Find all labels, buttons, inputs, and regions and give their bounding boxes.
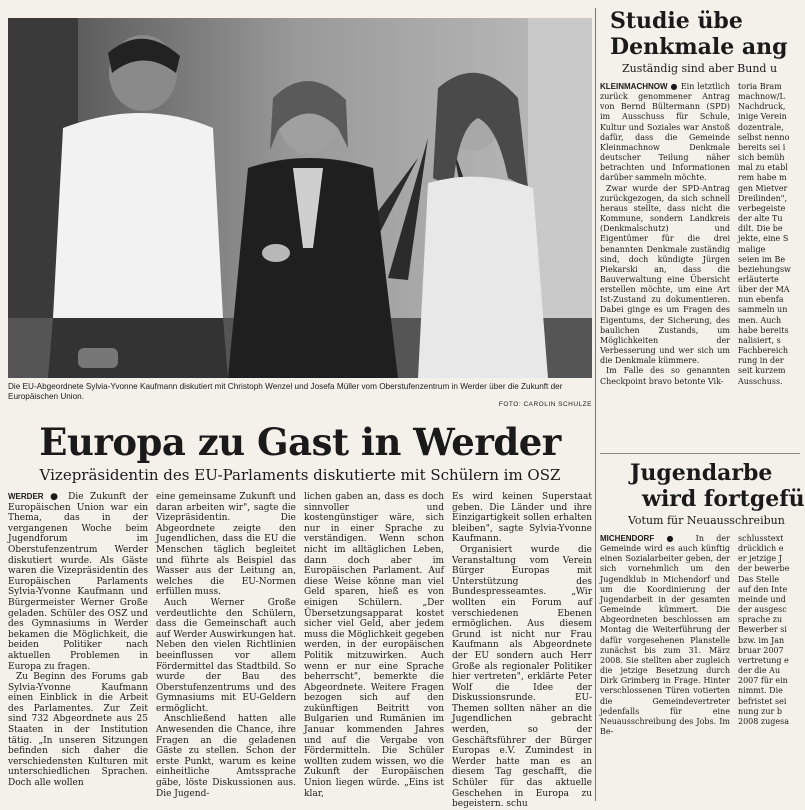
- article-column-3: [304, 492, 444, 801]
- paragraph: eine gemeinsame Zukunft und daran arbeiten wir", sagte die Vizepräsidentin. Die Abgeordnete zeigte den Jugendlichen, dass die EU die Menschen täglich begleitet und führte als Beispiel das Wasser aus der Leitung an, welches die EU-Normen erfüllen muss.: [156, 492, 296, 598]
- text-line: malige: [738, 244, 766, 254]
- text-line: sprache zu: [738, 615, 783, 625]
- text-line: er jetzige J: [738, 554, 782, 564]
- text-line: der bewerbe: [738, 564, 790, 574]
- text-line: men. Auch: [738, 315, 782, 325]
- text-line: nalisiert, s: [738, 335, 781, 345]
- text-line: Nachdruck,: [738, 102, 786, 112]
- paragraph: Anschließend hatten alle Anwesenden die Chance, ihre Fragen an die geladenen Gäste zu stellen. Schon der erste Punkt, warum es keine einheitliche Amtssprache gäbe, löste Diskussionen aus. Die Jugend-: [156, 714, 296, 799]
- paragraph: Auch Werner Große verdeutlichte den Schülern, dass die Gemeinschaft auch auf Werder Auswirkungen hat. Neben den vielen Richtlinien beeinflussen vor allem Fördermittel das Stadtbild. So wurde der Bau des Oberstufenzentrums und des Gymnasiums mit EU-Geldern ermöglicht.: [156, 597, 296, 714]
- paragraph: Zwar wurde der SPD-Antrag zurückgezogen, da sich schnell heraus stellte, dass nicht die Kommune, sondern Landkreis (Denkmalschutz) und Eigentümer für die drei benannten Denkmale zuständig sind, doch kündigte Jürgen Piekarski an, dass die Bauverwaltung eine Übersicht erstellen möchte, um eine Art Ist-Zustand zu dokumentieren. Dabei ginge es um Fragen des Eigentums, der Sicherung, des baulichen Zustands, um Möglichkeiten der Verbesserung und wer sich um die Denkmale kümmere.: [600, 183, 730, 366]
- article-column-2: [738, 534, 800, 794]
- paragraph: WERDER ● Die Zukunft der Europäischen Union war ein Thema, das in der vergangenen Woche beim Jugendforum im Oberstufenzentrum Werder diskutiert wurde. Als Gäste waren die Vizepräsidentin des Europäischen Parlaments Sylvia-Yvonne Kaufmann und Bürgermeister Werner Große geladen. Schüler des OSZ und des Gymnasiums in Werder bekamen die Möglichkeit, die beiden Politiker nach aktuellen Problemen in Europa zu fragen.: [8, 492, 148, 672]
- text-line: selbst nenno: [738, 132, 790, 142]
- article-headline: Europa zu Gast in Werder: [39, 420, 561, 464]
- text-line: habe bereits: [738, 325, 789, 335]
- divider: [600, 453, 800, 454]
- text-line: der alte Tu: [738, 214, 783, 224]
- text-line: toria Bram: [738, 82, 782, 91]
- text-line: 2008 zugesa: [738, 716, 789, 726]
- text-line: Fachbereich: [738, 346, 789, 356]
- paragraph: Zu Beginn des Forums gab Sylvia-Yvonne Kaufmann einen Einblick in die Arbeit des Parlamentes. Zur Zeit sind 732 Abgeordnete aus 25 Staaten in der Institution tätig. „In unseren Sitzungen befinden sich daher die verschiedensten Kulturen mit unterschiedlichen Sprachen. Doch alle wollen: [8, 672, 148, 789]
- subhead: Zuständig sind aber Bund u: [622, 62, 778, 75]
- text-line: Ausschuss.: [738, 376, 783, 386]
- text-line: inige Verein: [738, 112, 787, 122]
- article-column-1: [600, 82, 730, 447]
- photo-credit: FOTO: CAROLIN SCHULZE: [498, 401, 592, 408]
- photo-image: [8, 18, 592, 378]
- right-column: [600, 8, 805, 801]
- text-line: bruar 2007: [738, 645, 784, 655]
- text-line: rung in der: [738, 356, 784, 366]
- text-line: dozentrale,: [738, 122, 784, 132]
- article-body: [8, 492, 592, 810]
- text-line: Dreilinden",: [738, 193, 788, 203]
- text-line: Bewerber si: [738, 625, 787, 635]
- article-column-1: [8, 492, 148, 801]
- text-line: der ausgesc: [738, 605, 787, 615]
- text-line: seien im Be: [738, 254, 786, 264]
- article-column-2: [738, 82, 800, 447]
- article-denkmale: [600, 8, 800, 447]
- text-line: machnow/L: [738, 92, 785, 102]
- paragraph: KLEINMACHNOW ● Ein letztlich zurück genommener Antrag von Bernd Bültermann (SPD) im Ausschuss für Schule, Kultur und Soziales war Anstoß dafür, dass die Gemeinde Kleinmachnow Denkmale deutscher Teilung näher betrachten und Informationen darüber sammeln möchte.: [600, 82, 730, 183]
- headline-line-2: wird fortgefü: [642, 486, 805, 512]
- article-subhead: Vizepräsidentin des EU-Parlaments diskutierte mit Schülern im OSZ: [39, 466, 561, 484]
- dateline: KLEINMACHNOW: [600, 82, 668, 91]
- text-line: drücklich e: [738, 544, 784, 554]
- column-divider: [595, 8, 596, 801]
- text-line: nung zur b: [738, 706, 782, 716]
- text-line: meinde und: [738, 594, 786, 604]
- text-line: Das Stelle: [738, 574, 780, 584]
- text-line: sammeln un: [738, 305, 788, 315]
- paragraph: lichen gaben an, dass es doch sinnvoller und kostengünstiger wäre, sich nur in einer Sprache zu verständigen. Wenn schon nicht im alltäglichen Leben, dann doch aber im Europäischen Parlament. Auf diese Weise könne man viel Geld sparen, hieß es von einigen Schülern. „Der Übersetzungsapparat kostet sicher viel Geld, aber jedem muss die Möglichkeit gegeben werden, in der europäischen Politik mitzuwirken. Auch wenn er nur eine Sprache beherrscht", bemerkte die Abgeordnete. Weitere Fragen bezogen sich auf den zukünftigen Beitritt von Bulgarien und Rumänien im Januar kommenden Jahres und auf die Vergabe von Fördermitteln. Die Schüler wollten zudem wissen, wo die Zukunft der Europäischen Union liegen würde. „Eins ist klar,: [304, 492, 444, 799]
- headline-line-2: Denkmale ang: [610, 34, 788, 60]
- text-line: gen Mietver: [738, 183, 788, 193]
- text-line: verbegeiste: [738, 203, 786, 213]
- paragraph: Organisiert wurde die Veranstaltung vom Verein Bürger Europas mit Unterstützung des Bundespresseamtes. „Wir wollten ein Forum auf verschiedenen Ebenen ermöglichen. Aus diesem Grund ist nicht nur Frau Kaufmann als Abgeordnete der EU sondern auch Herr Große als regionaler Politiker hier vertreten", erklärte Peter Wolf die Idee der Diskussionsrunde. EU-Themen sollten näher an die Jugendlichen gebracht werden, so der Geschäftsführer der Bürger Europas e.V. Zumindest in Werder hatte man es an diesem Tag geschafft, die Schüler für das aktuelle Geschehen in Europa zu begeistern. schu: [452, 544, 592, 810]
- text-line: seit kurzem: [738, 366, 786, 376]
- text-line: befristet sei: [738, 696, 787, 706]
- text-line: mal zu etabl: [738, 163, 788, 173]
- text-line: dilt. Die be: [738, 224, 783, 234]
- text-line: vertretung e: [738, 655, 789, 665]
- headline-line-1: Jugendarbe: [630, 460, 773, 486]
- text-line: der die Au: [738, 666, 781, 676]
- article-column-1: [600, 534, 730, 794]
- article-photo: [8, 18, 592, 378]
- dateline: WERDER: [8, 492, 44, 501]
- headline-line-1: Studie übe: [610, 8, 743, 34]
- text-line: sich bemüh: [738, 153, 785, 163]
- text-line: bereits sei i: [738, 142, 786, 152]
- subhead: Votum für Neuausschreibun: [628, 514, 785, 527]
- text-line: auf den Inte: [738, 584, 788, 594]
- photo-caption: Die EU-Abgeordnete Sylvia-Yvonne Kaufmann diskutiert mit Christoph Wenzel und Josefa Müller vom Oberstufenzentrum in Werder über die Zukunft der Europäischen Union.: [8, 382, 563, 401]
- article-jugendarbeit: [600, 460, 805, 794]
- text-line: nun ebenfa: [738, 295, 784, 305]
- text-line: beziehungsw: [738, 264, 791, 274]
- text-line: 2007 für ein: [738, 676, 788, 686]
- text-line: über der MA: [738, 285, 790, 295]
- article-column-4: [452, 492, 592, 810]
- text-line: bzw. im Jan: [738, 635, 785, 645]
- article-column-2: [156, 492, 296, 801]
- text-line: rem habe m: [738, 173, 787, 183]
- dateline: MICHENDORF: [600, 534, 655, 543]
- main-article: [8, 8, 592, 810]
- paragraph: MICHENDORF ● In der Gemeinde wird es auch künftig einen Sozialarbeiter geben, der sich vornehmlich um den Jugendklub in Michendorf und um die Koordinierung der Jugendarbeit in der gesamten Gemeinde kümmert. Die Abgeordneten beschlossen am Montag die Weiterführung der dafür vorgesehenen Planstelle zunächst bis zum 31. März 2008. Sie stellten aber zugleich die jetzige Besetzung durch Dirk Grimberg in Frage. Hinter verschlossenen Türen votierten die Gemeindevertreter jedenfalls für eine Neuausschreibung des Jobs. Im Be-: [600, 534, 730, 736]
- text-line: erläuterte: [738, 274, 779, 284]
- paragraph: Im Falle des so genannten Checkpoint bravo betonte Vik-: [600, 366, 730, 386]
- text-line: schlusstext: [738, 534, 784, 543]
- text-line: jekte, eine S: [738, 234, 789, 244]
- paragraph: Es wird keinen Superstaat geben. Die Länder und ihre Einzigartigkeit sollen erhalten bleiben", sagte Sylvia-Yvonne Kaufmann.: [452, 492, 592, 545]
- text-line: nimmt. Die: [738, 686, 783, 696]
